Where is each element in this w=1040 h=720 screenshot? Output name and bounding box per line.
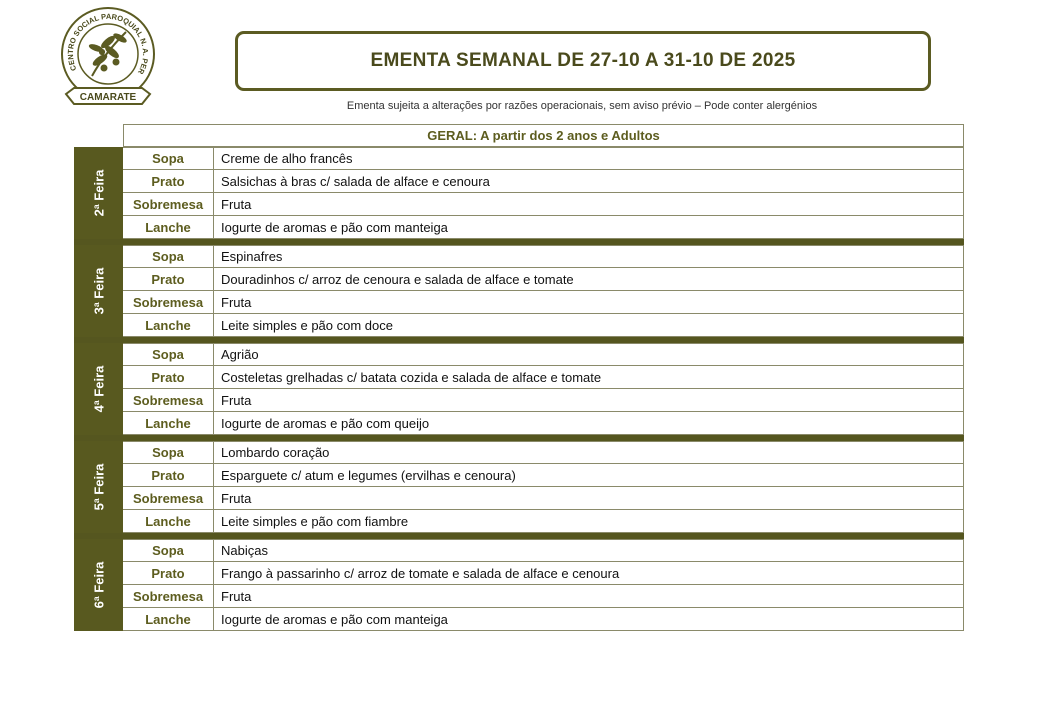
logo-banner-text: CAMARATE: [79, 92, 137, 103]
meal-category: Prato: [123, 464, 214, 486]
table-row: [123, 585, 964, 608]
page-title: EMENTA SEMANAL DE 27-10 A 31-10 DE 2025: [370, 50, 796, 71]
meal-dish: Leite simples e pão com doce: [221, 317, 393, 333]
meal-category: Sobremesa: [123, 389, 214, 411]
meal-dish: Iogurte de aromas e pão com manteiga: [221, 219, 448, 235]
day-block: [74, 147, 964, 239]
meal-dish: Espinafres: [221, 249, 283, 264]
day-label: 2ª Feira: [91, 169, 106, 217]
meal-dish: Salsichas à bras c/ salada de alface e cenoura: [221, 173, 490, 189]
meal-category: Sopa: [123, 540, 214, 561]
day-label: 3ª Feira: [91, 267, 106, 315]
meal-category: Prato: [123, 562, 214, 584]
day-label-cell: [74, 245, 123, 337]
day-rows: [123, 539, 964, 631]
table-row: [123, 412, 964, 435]
meal-category: Sopa: [123, 442, 214, 463]
meal-category: Lanche: [123, 608, 214, 630]
day-label-cell: [74, 147, 123, 239]
table-row: [123, 268, 964, 291]
table-row: [123, 216, 964, 239]
day-rows: [123, 147, 964, 239]
meal-category: Lanche: [123, 216, 214, 238]
table-row: [123, 366, 964, 389]
meal-category: Prato: [123, 268, 214, 290]
logo-ring-text: CENTRO SOCIAL PAROQUIAL N. A. PER: [65, 11, 151, 76]
day-label-cell: [74, 539, 123, 631]
group-header: GERAL: A partir dos 2 anos e Adultos: [123, 124, 964, 147]
meal-category: Sobremesa: [123, 291, 214, 313]
day-label: 6ª Feira: [91, 561, 106, 609]
meal-category: Sopa: [123, 246, 214, 267]
table-row: [123, 464, 964, 487]
meal-dish: Agrião: [221, 347, 259, 362]
table-row: [123, 245, 964, 268]
day-block: [74, 245, 964, 337]
olive-branch-icon: [89, 32, 128, 76]
table-row: [123, 510, 964, 533]
meal-dish: Lombardo coração: [221, 445, 330, 460]
table-row: [123, 291, 964, 314]
meal-dish: Douradinhos c/ arroz de cenoura e salada de alface e tomate: [221, 271, 574, 287]
title-box: [235, 31, 931, 91]
meal-dish: Esparguete c/ atum e legumes (ervilhas e cenoura): [221, 467, 516, 483]
meal-dish: Fruta: [221, 196, 252, 212]
meal-category: Sopa: [123, 344, 214, 365]
meal-category: Sobremesa: [123, 487, 214, 509]
day-block: [74, 343, 964, 435]
meal-dish: Iogurte de aromas e pão com queijo: [221, 415, 430, 431]
meal-dish: Nabiças: [221, 543, 268, 558]
meal-dish: Fruta: [221, 490, 252, 506]
meal-category: Prato: [123, 366, 214, 388]
day-label: 4ª Feira: [91, 365, 106, 413]
day-rows: [123, 441, 964, 533]
meal-dish: Fruta: [221, 588, 252, 604]
table-row: [123, 441, 964, 464]
day-label-cell: [74, 441, 123, 533]
table-row: [123, 343, 964, 366]
table-row: [123, 147, 964, 170]
day-rows: [123, 245, 964, 337]
table-row: [123, 314, 964, 337]
table-row: [123, 193, 964, 216]
meal-category: Sopa: [123, 148, 214, 169]
meal-dish: Fruta: [221, 392, 252, 408]
day-block: [74, 441, 964, 533]
weekly-menu-table: [74, 124, 964, 631]
meal-category: Lanche: [123, 314, 214, 336]
table-row: [123, 389, 964, 412]
meal-dish: Frango à passarinho c/ arroz de tomate e salada de alface e cenoura: [221, 565, 620, 581]
meal-dish: Iogurte de aromas e pão com manteiga: [221, 611, 448, 627]
meal-category: Sobremesa: [123, 193, 214, 215]
meal-dish: Creme de alho francês: [221, 151, 353, 166]
days-container: [74, 147, 964, 631]
table-row: [123, 170, 964, 193]
meal-dish: Fruta: [221, 294, 252, 310]
meal-category: Prato: [123, 170, 214, 192]
table-row: [123, 608, 964, 631]
meal-dish: Leite simples e pão com fiambre: [221, 513, 409, 529]
parish-logo: [56, 4, 160, 116]
meal-dish: Costeletas grelhadas c/ batata cozida e salada de alface e tomate: [221, 369, 602, 385]
day-rows: [123, 343, 964, 435]
meal-category: Lanche: [123, 412, 214, 434]
disclaimer-note: Ementa sujeita a alterações por razões operacionais, sem aviso prévio – Pode conter alergénios: [346, 100, 818, 112]
day-label: 5ª Feira: [91, 463, 106, 511]
meal-category: Sobremesa: [123, 585, 214, 607]
table-row: [123, 562, 964, 585]
table-row: [123, 487, 964, 510]
table-row: [123, 539, 964, 562]
day-label-cell: [74, 343, 123, 435]
meal-category: Lanche: [123, 510, 214, 532]
day-block: [74, 539, 964, 631]
